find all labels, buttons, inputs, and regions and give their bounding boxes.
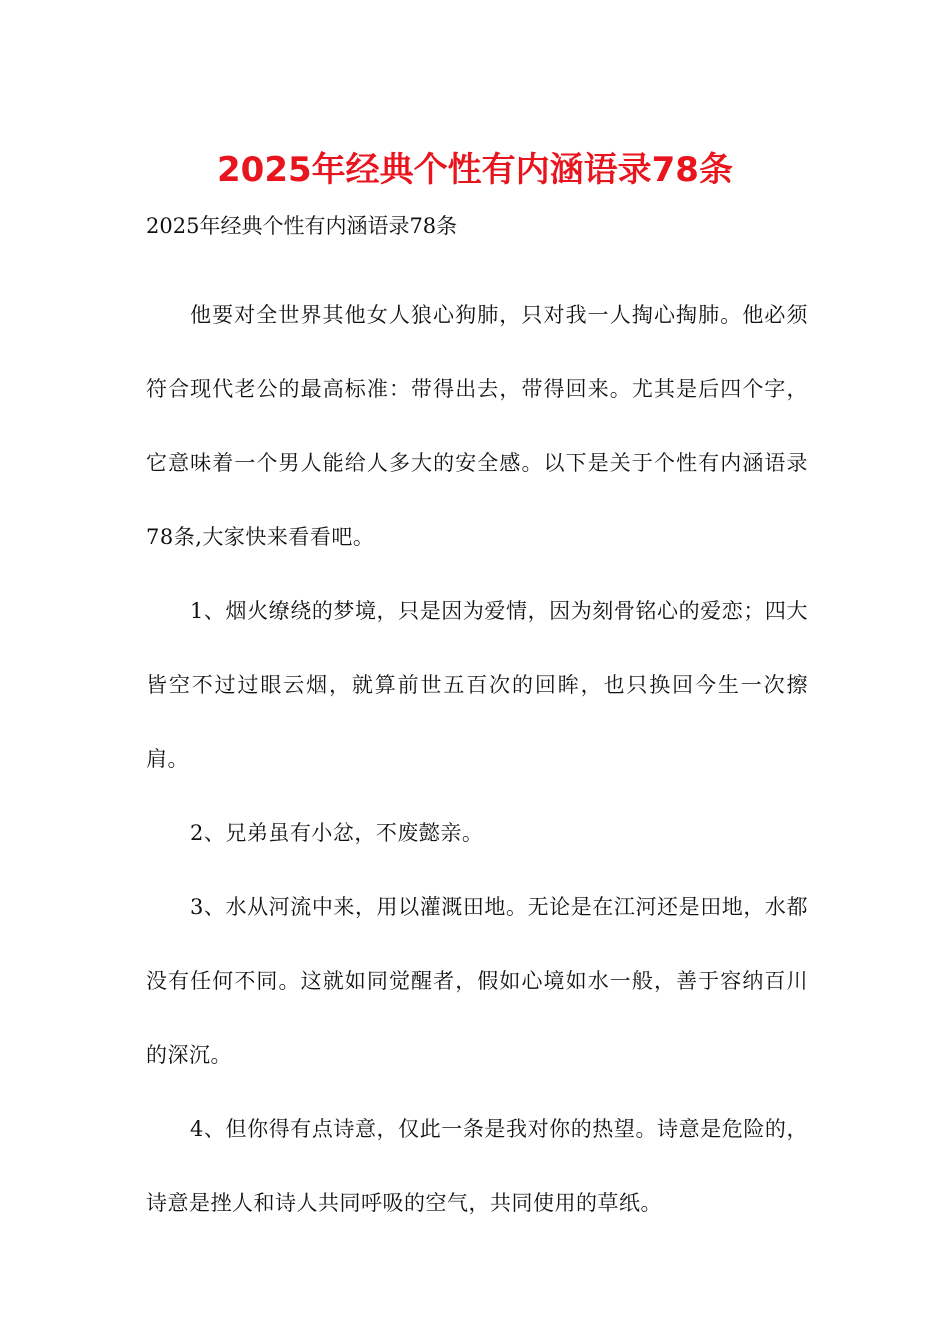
quote-paragraph-1: 1、烟火缭绕的梦境，只是因为爱情，因为刻骨铭心的爱恋；四大皆空不过过眼云烟，就算前世五百次的回眸，也只换回今生一次擦肩。 — [146, 599, 808, 771]
quote-paragraph-4: 4、但你得有点诗意，仅此一条是我对你的热望。诗意是危险的，诗意是挫人和诗人共同呼吸的空气，共同使用的草纸。 — [146, 1117, 808, 1215]
document-body — [146, 278, 808, 1240]
document-title: 2025年经典个性有内涵语录78条 — [217, 150, 733, 190]
quote-paragraph-2: 2、兄弟虽有小忿，不废懿亲。 — [190, 821, 484, 845]
intro-paragraph: 他要对全世界其他女人狼心狗肺，只对我一人掏心掏肺。他必须符合现代老公的最高标准：带得出去，带得回来。尤其是后四个字，它意味着一个男人能给人多大的安全感。以下是关于个性有内涵语录78条,大家快来看看吧。 — [146, 303, 808, 549]
document-subtitle: 2025年经典个性有内涵语录78条 — [146, 214, 458, 238]
quote-paragraph-3: 3、水从河流中来，用以灌溉田地。无论是在江河还是田地，水都没有任何不同。这就如同觉醒者，假如心境如水一般，善于容纳百川的深沉。 — [146, 895, 808, 1067]
